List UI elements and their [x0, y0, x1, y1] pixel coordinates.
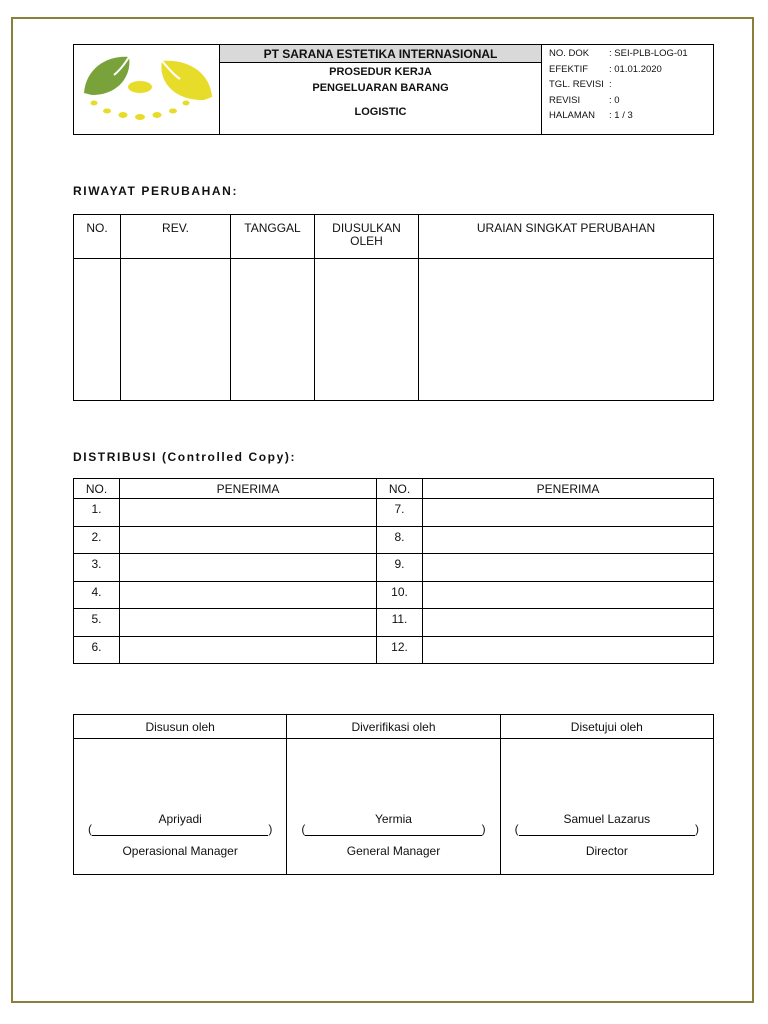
- sign-heading-disetujui: Disetujui oleh: [500, 715, 713, 739]
- riwayat-col-no: NO.: [74, 215, 121, 259]
- signature-block-disusun: [74, 739, 287, 875]
- close-paren: ): [268, 822, 273, 836]
- dist-penerima-cell: [120, 499, 377, 527]
- table-row: [74, 581, 714, 609]
- dist-penerima-cell: [120, 609, 377, 637]
- signer-role: Operasional Manager: [122, 844, 238, 858]
- logo-dot: [153, 112, 162, 118]
- open-paren: (: [301, 822, 306, 836]
- dist-col-penerima-right: PENERIMA: [423, 479, 714, 499]
- dist-no: 10.: [377, 581, 423, 609]
- dist-no: 9.: [377, 554, 423, 582]
- dist-no: 7.: [377, 499, 423, 527]
- table-row: [74, 609, 714, 637]
- riwayat-col-rev: REV.: [121, 215, 231, 259]
- dist-col-penerima-left: PENERIMA: [120, 479, 377, 499]
- open-paren: (: [514, 822, 519, 836]
- riwayat-empty-row: [74, 259, 714, 401]
- logo-green-leaf: [84, 57, 129, 95]
- company-logo: [74, 45, 219, 131]
- meta-key: EFEKTIF: [549, 63, 589, 75]
- logo-yellow-leaf: [161, 61, 212, 100]
- title-line-3: LOGISTIC: [354, 106, 407, 118]
- dist-penerima-cell: [423, 636, 714, 664]
- table-row: [74, 526, 714, 554]
- riwayat-col-uraian: URAIAN SINGKAT PERUBAHAN: [419, 215, 714, 259]
- dist-penerima-cell: [423, 581, 714, 609]
- logo-dot: [169, 109, 177, 114]
- signer-role: General Manager: [346, 844, 441, 858]
- table-cell: [315, 259, 419, 401]
- dist-no: 12.: [377, 636, 423, 664]
- meta-revisi: [549, 93, 713, 109]
- dist-no: 1.: [74, 499, 120, 527]
- dist-penerima-cell: [120, 554, 377, 582]
- dist-penerima-cell: [120, 581, 377, 609]
- company-logo-cell: [74, 45, 220, 135]
- dist-no: 11.: [377, 609, 423, 637]
- document-header: [73, 44, 714, 135]
- meta-efektif: [549, 62, 713, 78]
- signer-name: Samuel Lazarus: [563, 812, 651, 826]
- signature-line: [92, 835, 268, 836]
- distribusi-title: DISTRIBUSI (Controlled Copy):: [73, 450, 297, 464]
- signature-line: [305, 835, 481, 836]
- signature-block-disetujui: [500, 739, 713, 875]
- table-row: [74, 554, 714, 582]
- meta-value: : 0: [609, 94, 620, 106]
- close-paren: ): [695, 822, 699, 836]
- meta-value: : 1 / 3: [609, 110, 633, 121]
- title-line-2: PENGELUARAN BARANG: [312, 82, 449, 94]
- sign-heading-disusun: Disusun oleh: [74, 715, 287, 739]
- document-meta: [542, 45, 714, 135]
- signature-table: [73, 714, 714, 875]
- dist-penerima-cell: [423, 609, 714, 637]
- logo-dot: [183, 101, 190, 106]
- table-row: [74, 499, 714, 527]
- signer-name: Apriyadi: [158, 812, 202, 826]
- meta-key: HALAMAN: [549, 110, 595, 121]
- meta-key: TGL. REVISI: [549, 79, 604, 90]
- meta-key: REVISI: [549, 94, 581, 106]
- dist-col-no-left: NO.: [74, 479, 120, 499]
- dist-col-no-right: NO.: [377, 479, 423, 499]
- open-paren: (: [88, 822, 92, 836]
- table-row: [74, 636, 714, 664]
- meta-key: NO. DOK: [549, 48, 590, 59]
- dist-no: 2.: [74, 526, 120, 554]
- logo-dot: [119, 112, 128, 118]
- dist-penerima-cell: [423, 499, 714, 527]
- table-cell: [419, 259, 714, 401]
- close-paren: ): [481, 822, 486, 836]
- table-cell: [231, 259, 315, 401]
- logo-dot: [135, 114, 145, 120]
- dist-no: 4.: [74, 581, 120, 609]
- distribusi-table: [73, 478, 714, 664]
- meta-halaman: [549, 108, 713, 124]
- signer-name: Yermia: [375, 812, 412, 826]
- logo-center-dot: [128, 81, 152, 93]
- riwayat-col-diusulkan: DIUSULKAN OLEH: [315, 215, 419, 259]
- signature-block-diverifikasi: [287, 739, 500, 875]
- dist-no: 6.: [74, 636, 120, 664]
- dist-penerima-cell: [423, 526, 714, 554]
- dist-no: 3.: [74, 554, 120, 582]
- table-cell: [74, 259, 121, 401]
- logo-dot: [91, 101, 98, 106]
- meta-tgl-revisi: [549, 77, 713, 93]
- signer-role: Director: [585, 844, 628, 858]
- dist-no: 5.: [74, 609, 120, 637]
- meta-value: : 01.01.2020: [609, 63, 662, 75]
- dist-penerima-cell: [120, 636, 377, 664]
- company-name: PT SARANA ESTETIKA INTERNASIONAL: [220, 45, 542, 63]
- riwayat-title: RIWAYAT PERUBAHAN:: [73, 184, 239, 198]
- logo-dot: [103, 109, 111, 114]
- dist-penerima-cell: [120, 526, 377, 554]
- meta-no-dok: [549, 46, 713, 62]
- dist-penerima-cell: [423, 554, 714, 582]
- title-line-1: PROSEDUR KERJA: [329, 66, 432, 78]
- table-cell: [121, 259, 231, 401]
- meta-value: :: [609, 79, 612, 90]
- document-title: [220, 63, 542, 135]
- sign-heading-diverifikasi: Diverifikasi oleh: [287, 715, 500, 739]
- riwayat-table: [73, 214, 714, 401]
- signature-line: [519, 835, 695, 836]
- meta-value: : SEI-PLB-LOG-01: [609, 48, 688, 59]
- riwayat-col-tanggal: TANGGAL: [231, 215, 315, 259]
- dist-no: 8.: [377, 526, 423, 554]
